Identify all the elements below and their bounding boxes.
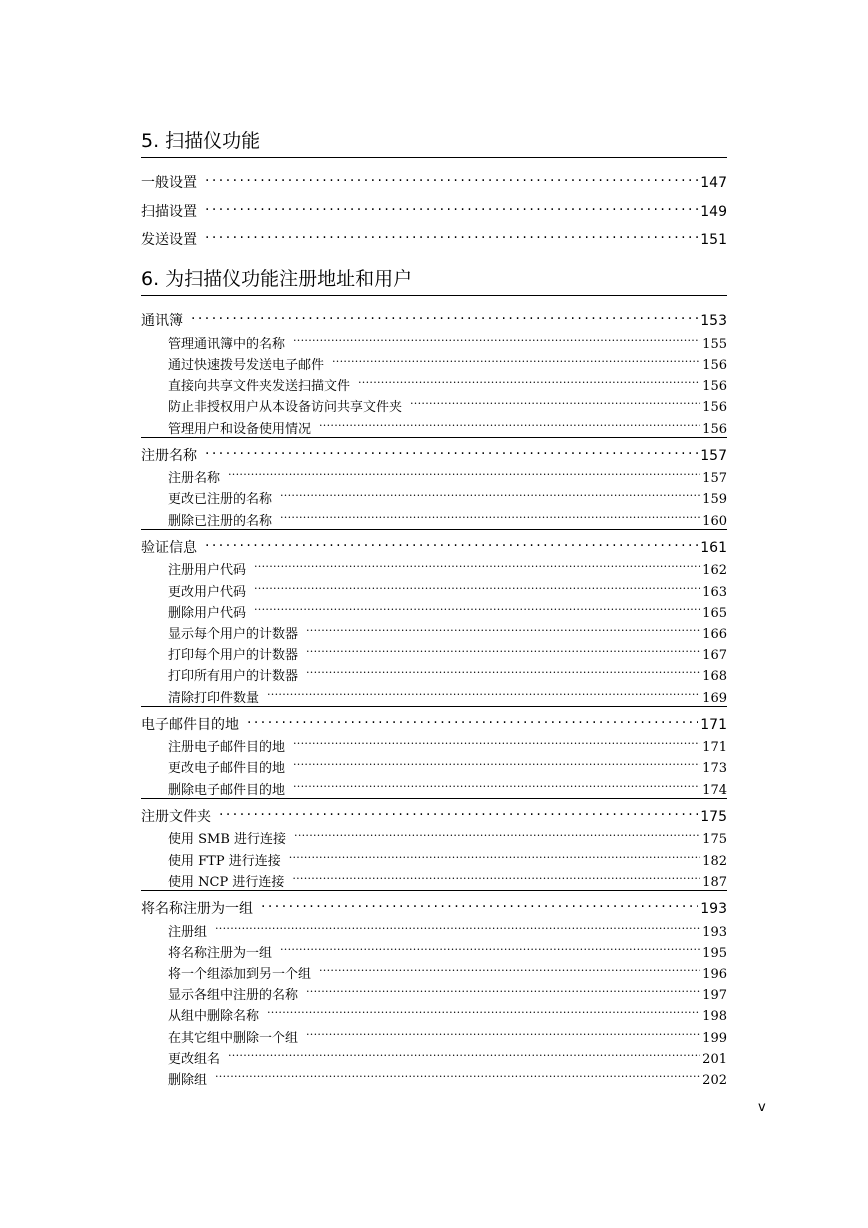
section-title: 将名称注册为一组 (141, 901, 253, 917)
section-page: 153 (700, 313, 727, 329)
toc-subsection-entry[interactable] (141, 483, 727, 507)
subsection-title: 注册组 (168, 925, 208, 940)
leader-dots (293, 731, 700, 751)
subsection-title: 将名称注册为一组 (168, 946, 273, 961)
section-title: 扫描设置 (141, 204, 197, 220)
chapter-heading (141, 129, 727, 158)
toc-section-entry[interactable] (141, 440, 727, 464)
subsection-title: 显示各组中注册的名称 (168, 988, 299, 1003)
leader-dots (319, 413, 700, 433)
toc-section-entry[interactable] (141, 305, 727, 329)
leader-dots (267, 682, 700, 702)
section-divider (141, 890, 727, 891)
subsection-title: 打印所有用户的计数器 (168, 669, 299, 684)
subsection-page: 156 (702, 379, 727, 394)
section-page: 151 (700, 232, 727, 248)
section-divider (141, 706, 727, 707)
leader-dots (205, 440, 698, 460)
toc-subsection-entry[interactable] (141, 823, 727, 847)
toc-subsection-entry[interactable] (141, 937, 727, 961)
subsection-title: 删除电子邮件目的地 (168, 783, 286, 798)
chapter-title: 5. 扫描仪功能 (141, 130, 261, 152)
toc-subsection-entry[interactable] (141, 682, 727, 706)
subsection-page: 175 (702, 832, 727, 847)
subsection-title: 防止非授权用户从本设备访问共享文件夹 (168, 400, 403, 415)
leader-dots (306, 618, 700, 638)
leader-dots (319, 958, 700, 978)
subsection-title: 更改用户代码 (168, 585, 247, 600)
subsection-page: 163 (702, 585, 727, 600)
leader-dots (215, 916, 700, 936)
leader-dots (228, 1043, 700, 1063)
section-page: 193 (700, 901, 727, 917)
section-page: 157 (700, 448, 727, 464)
toc-subsection-entry[interactable] (141, 554, 727, 578)
leader-dots (306, 979, 700, 999)
section-page: 175 (700, 809, 727, 825)
subsection-page: 198 (702, 1009, 727, 1024)
subsection-title: 将一个组添加到另一个组 (168, 967, 312, 982)
toc-subsection-entry[interactable] (141, 1043, 727, 1067)
section-page: 171 (700, 717, 727, 733)
leader-dots (292, 866, 700, 886)
leader-dots (228, 462, 700, 482)
toc-section-entry[interactable] (141, 196, 727, 220)
toc-section-entry[interactable] (141, 709, 727, 733)
subsection-title: 更改组名 (168, 1052, 221, 1067)
toc-subsection-entry[interactable] (141, 1064, 727, 1088)
subsection-title: 注册电子邮件目的地 (168, 740, 286, 755)
subsection-page: 169 (702, 691, 727, 706)
subsection-title: 注册用户代码 (168, 563, 247, 578)
leader-dots (205, 167, 698, 187)
subsection-title: 删除组 (168, 1073, 208, 1088)
section-divider (141, 437, 727, 438)
leader-dots (410, 391, 700, 411)
subsection-title: 管理用户和设备使用情况 (168, 422, 312, 437)
toc-subsection-entry[interactable] (141, 349, 727, 373)
toc-section-entry[interactable] (141, 801, 727, 825)
leader-dots (306, 639, 700, 659)
subsection-page: 174 (702, 783, 727, 798)
leader-dots (280, 937, 700, 957)
subsection-title: 注册名称 (168, 471, 221, 486)
leader-dots (293, 752, 700, 772)
toc-subsection-entry[interactable] (141, 916, 727, 940)
toc-subsection-entry[interactable] (141, 576, 727, 600)
leader-dots (289, 845, 700, 865)
subsection-page: 156 (702, 400, 727, 415)
leader-dots (332, 349, 700, 369)
toc-subsection-entry[interactable] (141, 1022, 727, 1046)
toc-subsection-entry[interactable] (141, 731, 727, 755)
leader-dots (254, 597, 700, 617)
subsection-page: 196 (702, 967, 727, 982)
toc-subsection-entry[interactable] (141, 328, 727, 352)
toc-section-entry[interactable] (141, 224, 727, 248)
subsection-page: 202 (702, 1073, 727, 1088)
toc-subsection-entry[interactable] (141, 752, 727, 776)
leader-dots (215, 1064, 700, 1084)
leader-dots (191, 305, 698, 325)
subsection-page: 156 (702, 422, 727, 437)
section-title: 验证信息 (141, 540, 197, 556)
subsection-page: 166 (702, 627, 727, 642)
subsection-page: 157 (702, 471, 727, 486)
leader-dots (219, 801, 698, 821)
subsection-title: 通过快速拨号发送电子邮件 (168, 358, 325, 373)
subsection-title: 显示每个用户的计数器 (168, 627, 299, 642)
leader-dots (254, 576, 700, 596)
toc-subsection-entry[interactable] (141, 391, 727, 415)
toc-subsection-entry[interactable] (141, 462, 727, 486)
subsection-page: 167 (702, 648, 727, 663)
chapter-heading (141, 267, 727, 296)
chapter-title: 6. 为扫描仪功能注册地址和用户 (141, 268, 413, 290)
section-page: 149 (700, 204, 727, 220)
section-title: 通讯簿 (141, 313, 183, 329)
section-title: 一般设置 (141, 175, 197, 191)
toc-subsection-entry[interactable] (141, 597, 727, 621)
leader-dots (205, 532, 698, 552)
subsection-title: 使用 NCP 进行连接 (168, 875, 285, 890)
subsection-title: 打印每个用户的计数器 (168, 648, 299, 663)
subsection-page: 155 (702, 337, 727, 352)
subsection-page: 193 (702, 925, 727, 940)
toc-subsection-entry[interactable] (141, 774, 727, 798)
subsection-page: 199 (702, 1031, 727, 1046)
subsection-title: 管理通讯簿中的名称 (168, 337, 286, 352)
section-page: 161 (700, 540, 727, 556)
subsection-page: 201 (702, 1052, 727, 1067)
section-page: 147 (700, 175, 727, 191)
subsection-page: 159 (702, 492, 727, 507)
subsection-page: 197 (702, 988, 727, 1003)
subsection-title: 删除用户代码 (168, 606, 247, 621)
leader-dots (267, 1000, 700, 1020)
subsection-title: 在其它组中删除一个组 (168, 1031, 299, 1046)
subsection-title: 使用 SMB 进行连接 (168, 832, 287, 847)
toc-subsection-entry[interactable] (141, 370, 727, 394)
leader-dots (261, 893, 698, 913)
section-title: 发送设置 (141, 232, 197, 248)
toc-subsection-entry[interactable] (141, 660, 727, 684)
section-title: 注册名称 (141, 448, 197, 464)
toc-section-entry[interactable] (141, 532, 727, 556)
leader-dots (205, 224, 698, 244)
subsection-page: 168 (702, 669, 727, 684)
subsection-page: 171 (702, 740, 727, 755)
leader-dots (294, 823, 700, 843)
subsection-title: 更改已注册的名称 (168, 492, 273, 507)
page-number: v (758, 1100, 766, 1115)
toc-subsection-entry[interactable] (141, 958, 727, 982)
subsection-page: 182 (702, 854, 727, 869)
leader-dots (280, 505, 700, 525)
toc-subsection-entry[interactable] (141, 618, 727, 642)
subsection-title: 从组中删除名称 (168, 1009, 260, 1024)
section-title: 注册文件夹 (141, 809, 211, 825)
toc-subsection-entry[interactable] (141, 639, 727, 663)
section-divider (141, 798, 727, 799)
leader-dots (358, 370, 700, 390)
toc-subsection-entry[interactable] (141, 505, 727, 529)
toc-subsection-entry[interactable] (141, 866, 727, 890)
toc-subsection-entry[interactable] (141, 845, 727, 869)
subsection-page: 162 (702, 563, 727, 578)
subsection-title: 直接向共享文件夹发送扫描文件 (168, 379, 351, 394)
leader-dots (306, 660, 700, 680)
subsection-title: 更改电子邮件目的地 (168, 761, 286, 776)
leader-dots (280, 483, 700, 503)
leader-dots (293, 328, 700, 348)
toc-section-entry[interactable] (141, 167, 727, 191)
leader-dots (247, 709, 698, 729)
subsection-page: 160 (702, 514, 727, 529)
section-divider (141, 529, 727, 530)
toc-subsection-entry[interactable] (141, 1000, 727, 1024)
subsection-title: 清除打印件数量 (168, 691, 260, 706)
leader-dots (205, 196, 698, 216)
toc-section-entry[interactable] (141, 893, 727, 917)
subsection-page: 156 (702, 358, 727, 373)
subsection-title: 使用 FTP 进行连接 (168, 854, 281, 869)
leader-dots (254, 554, 700, 574)
section-title: 电子邮件目的地 (141, 717, 239, 733)
leader-dots (293, 774, 700, 794)
subsection-page: 195 (702, 946, 727, 961)
subsection-title: 删除已注册的名称 (168, 514, 273, 529)
toc-subsection-entry[interactable] (141, 979, 727, 1003)
leader-dots (306, 1022, 700, 1042)
subsection-page: 165 (702, 606, 727, 621)
subsection-page: 173 (702, 761, 727, 776)
subsection-page: 187 (702, 875, 727, 890)
toc-subsection-entry[interactable] (141, 413, 727, 437)
